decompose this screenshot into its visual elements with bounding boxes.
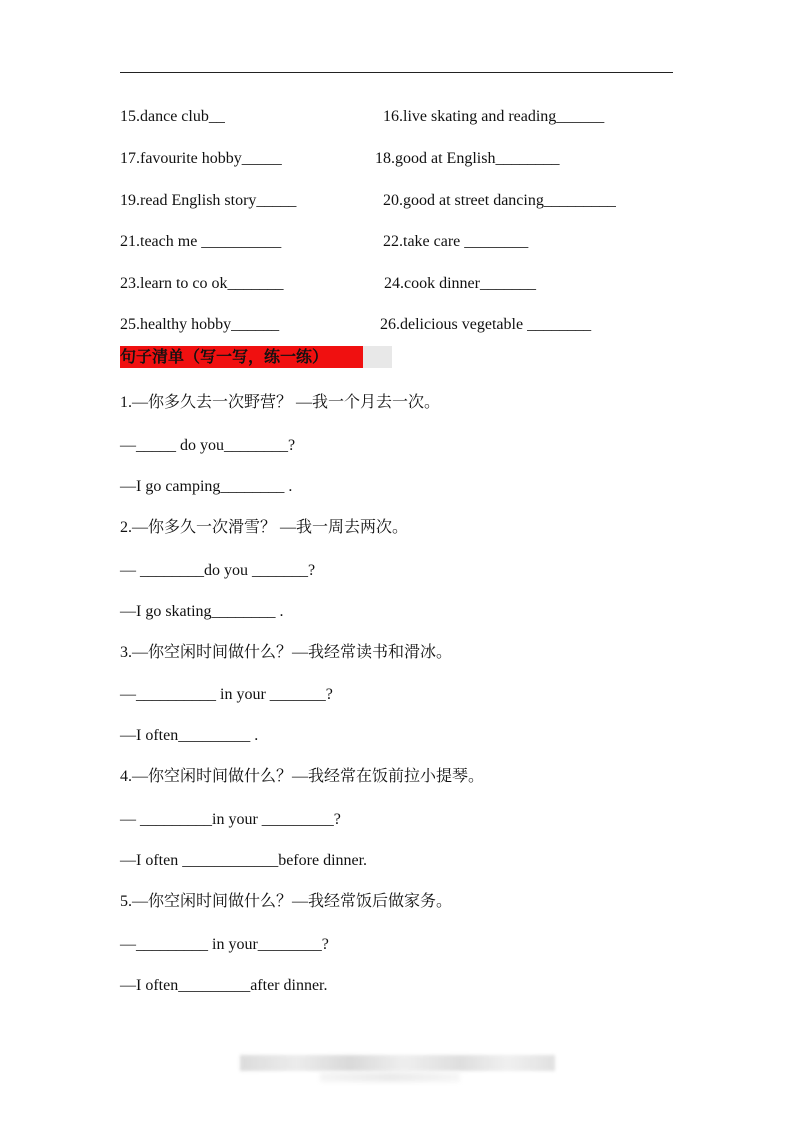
vocab-item-17: 17.favourite hobby_____ [120, 150, 282, 167]
sentence-2-answer: —I go skating________ . [120, 603, 284, 620]
sentence-1-question: —_____ do you________? [120, 437, 296, 454]
vocab-item-16: 16.live skating and reading______ [383, 108, 605, 125]
vocab-item-26: 26.delicious vegetable ________ [380, 316, 592, 333]
sentence-3-prompt: 3.—你空闲时间做什么？—我经常读书和滑冰。 [120, 644, 453, 661]
vocab-item-21: 21.teach me __________ [120, 233, 282, 250]
vocab-item-18: 18.good at English________ [375, 150, 560, 167]
vocab-item-20: 20.good at street dancing_________ [383, 192, 616, 209]
footer-watermark-sub [320, 1072, 460, 1082]
section-heading [120, 346, 392, 368]
vocab-item-15: 15.dance club__ [120, 108, 225, 125]
section-heading-label: 句子清单（写一写，练一练） [120, 346, 363, 368]
vocab-item-23: 23.learn to co ok_______ [120, 275, 284, 292]
sentence-1-prompt: 1.—你多久去一次野营？ —我一个月去一次。 [120, 394, 441, 411]
sentence-2-question: — ________do you _______? [120, 562, 316, 579]
section-heading-tail [363, 346, 392, 368]
sentence-4-question: — _________in your _________? [120, 811, 341, 828]
sentence-5-question: —_________ in your________? [120, 936, 329, 953]
sentence-3-answer: —I often_________ . [120, 727, 259, 744]
sentence-2-prompt: 2.—你多久一次滑雪？ —我一周去两次。 [120, 519, 409, 536]
sentence-5-answer: —I often_________after dinner. [120, 977, 328, 994]
sentence-1-answer: —I go camping________ . [120, 478, 293, 495]
sentence-4-answer: —I often ____________before dinner. [120, 852, 368, 869]
vocab-item-24: 24.cook dinner_______ [384, 275, 536, 292]
footer-watermark [240, 1055, 555, 1071]
sentence-5-prompt: 5.—你空闲时间做什么？—我经常饭后做家务。 [120, 893, 453, 910]
sentence-3-question: —__________ in your _______? [120, 686, 333, 703]
vocab-item-19: 19.read English story_____ [120, 192, 297, 209]
vocab-item-22: 22.take care ________ [383, 233, 529, 250]
vocab-item-25: 25.healthy hobby______ [120, 316, 280, 333]
header-rule [120, 72, 673, 73]
sentence-4-prompt: 4.—你空闲时间做什么？—我经常在饭前拉小提琴。 [120, 768, 485, 785]
